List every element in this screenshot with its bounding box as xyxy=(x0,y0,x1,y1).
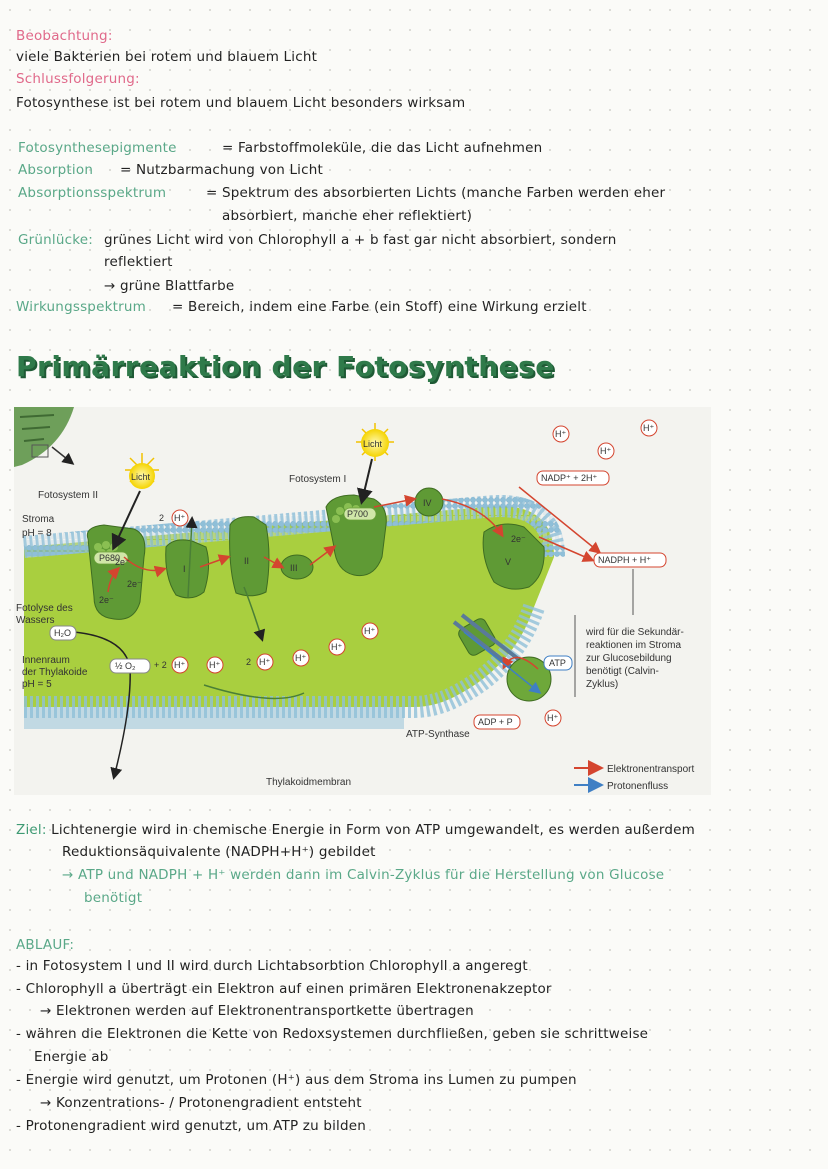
roman-5: V xyxy=(505,557,512,567)
info-text-2: reaktionen im Stroma xyxy=(586,640,682,651)
ablauf-line-1: - in Fotosystem I und II wird durch Lichtabsorbtion Chlorophyll a angeregt xyxy=(16,958,528,974)
roman-1: I xyxy=(183,564,186,574)
atp-synthase-label: ATP-Synthase xyxy=(406,729,470,740)
section-title: Primärreaktion der Fotosynthese xyxy=(16,350,555,383)
svg-text:H⁺: H⁺ xyxy=(364,626,376,636)
h-plus-badge xyxy=(172,510,188,526)
innenraum-label: Innenraum xyxy=(22,655,70,666)
wassers-label: Wassers xyxy=(16,615,55,626)
svg-text:H⁺: H⁺ xyxy=(259,657,271,667)
def-text-gruenluecke: grünes Licht wird von Chlorophyll a + b fast gar nicht absorbiert, sondern xyxy=(104,232,617,248)
def-text-absorptionsspektrum: = Spektrum des absorbierten Lichts (manche Farben werden eher xyxy=(206,185,666,201)
def-term-wirkungsspektrum: Wirkungsspektrum xyxy=(16,299,146,315)
svg-text:H⁺: H⁺ xyxy=(174,513,186,523)
nadp-label: NADP⁺ + 2H⁺ xyxy=(541,473,598,483)
e2-label-1: 2e⁻ xyxy=(115,557,130,567)
half-o2-label: ½ O₂ xyxy=(115,661,136,671)
stroma-label: Stroma xyxy=(22,514,55,525)
def-term-absorption: Absorption xyxy=(18,162,94,178)
info-text-4: benötigt (Calvin- xyxy=(586,666,659,677)
def-text-wirkungsspektrum: = Bereich, indem eine Farbe (ein Stoff) eine Wirkung erzielt xyxy=(172,299,587,315)
h-plus-badge xyxy=(545,710,561,726)
h-plus-badge xyxy=(598,443,614,459)
ziel-label: Ziel: xyxy=(16,822,47,838)
nadph-label: NADPH + H⁺ xyxy=(598,555,652,565)
h-plus-badge xyxy=(641,420,657,436)
e2-label-3: 2e⁻ xyxy=(99,595,114,605)
adp-label: ADP + P xyxy=(478,717,513,727)
fotosystem-1-label: Fotosystem I xyxy=(289,474,347,485)
ablauf-line-4: - währen die Elektronen die Kette von Redoxsystemen durchfließen, geben sie schrittweise xyxy=(16,1026,649,1042)
ablauf-line-8: - Protonengradient wird genutzt, um ATP zu bilden xyxy=(16,1118,367,1134)
e2-label-2: 2e⁻ xyxy=(127,579,142,589)
svg-text:H⁺: H⁺ xyxy=(555,429,567,439)
p700-label: P700 xyxy=(347,509,369,519)
h-plus-badge xyxy=(172,657,188,673)
h-plus-badge xyxy=(553,426,569,442)
ziel-text-4: benötigt xyxy=(84,890,143,906)
beobachtung-label: Beobachtung: xyxy=(16,28,113,44)
fotosystem-2-label: Fotosystem II xyxy=(38,490,99,501)
def-term-gruenluecke: Grünlücke: xyxy=(18,232,94,248)
legend-elektronen: Elektronentransport xyxy=(607,764,695,775)
complex-2 xyxy=(230,517,269,596)
info-text-3: zur Glucosebildung xyxy=(586,653,672,664)
licht-label-left: Licht xyxy=(131,472,151,482)
h2o-label: H₂O xyxy=(54,628,71,638)
svg-text:H⁺: H⁺ xyxy=(295,653,307,663)
ziel-text-1: Lichtenergie wird in chemische Energie in Form von ATP umgewandelt, es werden außerdem xyxy=(51,822,696,838)
ziel-text-3: → ATP und NADPH + H⁺ werden dann im Calvin-Zyklus für die Herstellung von Glucose xyxy=(62,867,665,883)
info-text-5: Zyklus) xyxy=(586,679,619,690)
def-text-gruenluecke-2: reflektiert xyxy=(104,254,173,270)
h-plus-badge xyxy=(257,654,273,670)
ziel-block xyxy=(16,822,695,838)
legend-protonen: Protonenfluss xyxy=(607,781,669,792)
roman-3: III xyxy=(290,563,298,573)
svg-text:H⁺: H⁺ xyxy=(600,446,612,456)
ziel-text-2: Reduktionsäquivalente (NADPH+H⁺) gebildet xyxy=(62,844,376,860)
p680-label: P680 xyxy=(99,553,121,563)
info-text-1: wird für die Sekundär- xyxy=(586,627,684,638)
fotolyse-label: Fotolyse des xyxy=(16,603,73,614)
ablauf-line-3: → Elektronen werden auf Elektronentransportkette übertragen xyxy=(40,1003,474,1019)
svg-text:H⁺: H⁺ xyxy=(331,642,343,652)
def-text-gruenluecke-3: → grüne Blattfarbe xyxy=(104,278,235,294)
h-plus-badge xyxy=(362,623,378,639)
beobachtung-text: viele Bakterien bei rotem und blauem Licht xyxy=(16,49,318,65)
atp-label: ATP xyxy=(549,658,566,668)
h-plus-badge xyxy=(293,650,309,666)
ablauf-line-2: - Chlorophyll a überträgt ein Elektron auf einen primären Elektronenakzeptor xyxy=(16,981,552,997)
thylakoidmembran-label: Thylakoidmembran xyxy=(266,777,352,788)
h-plus-badge xyxy=(207,657,223,673)
schluss-label: Schlussfolgerung: xyxy=(16,71,140,87)
complex-1 xyxy=(166,540,209,598)
roman-4: IV xyxy=(423,498,432,508)
plus2-label: + 2 xyxy=(154,660,167,670)
def-term-pigmente: Fotosynthesepigmente xyxy=(18,140,177,156)
def-text-pigmente: = Farbstoffmoleküle, die das Licht aufnehmen xyxy=(222,140,543,156)
roman-2: II xyxy=(244,556,250,566)
svg-text:H⁺: H⁺ xyxy=(174,660,186,670)
schluss-text: Fotosynthese ist bei rotem und blauem Licht besonders wirksam xyxy=(16,95,466,111)
ablauf-line-6: - Energie wird genutzt, um Protonen (H⁺) aus dem Stroma ins Lumen zu pumpen xyxy=(16,1072,577,1088)
two-h-label-bottom: 2 xyxy=(246,657,252,667)
licht-label-right: Licht xyxy=(363,439,383,449)
ablauf-line-5: Energie ab xyxy=(34,1049,109,1065)
innen-ph: pH = 5 xyxy=(22,679,52,690)
svg-text:H⁺: H⁺ xyxy=(209,660,221,670)
two-h-label-top: 2 xyxy=(159,513,165,523)
svg-text:H⁺: H⁺ xyxy=(547,713,559,723)
photosynthesis-diagram xyxy=(14,407,711,795)
innenraum-label-2: der Thylakoide xyxy=(22,667,88,678)
def-term-absorptionsspektrum: Absorptionsspektrum xyxy=(18,185,167,201)
h-plus-badge xyxy=(329,639,345,655)
e2-label-4: 2e⁻ xyxy=(511,534,526,544)
svg-text:H⁺: H⁺ xyxy=(643,423,655,433)
ablauf-label: ABLAUF: xyxy=(16,937,75,953)
def-text-absorption: = Nutzbarmachung von Licht xyxy=(120,162,324,178)
stroma-ph: pH = 8 xyxy=(22,528,52,539)
def-text-absorptionsspektrum-2: absorbiert, manche eher reflektiert) xyxy=(222,208,473,224)
ablauf-line-7: → Konzentrations- / Protonengradient entsteht xyxy=(40,1095,362,1111)
